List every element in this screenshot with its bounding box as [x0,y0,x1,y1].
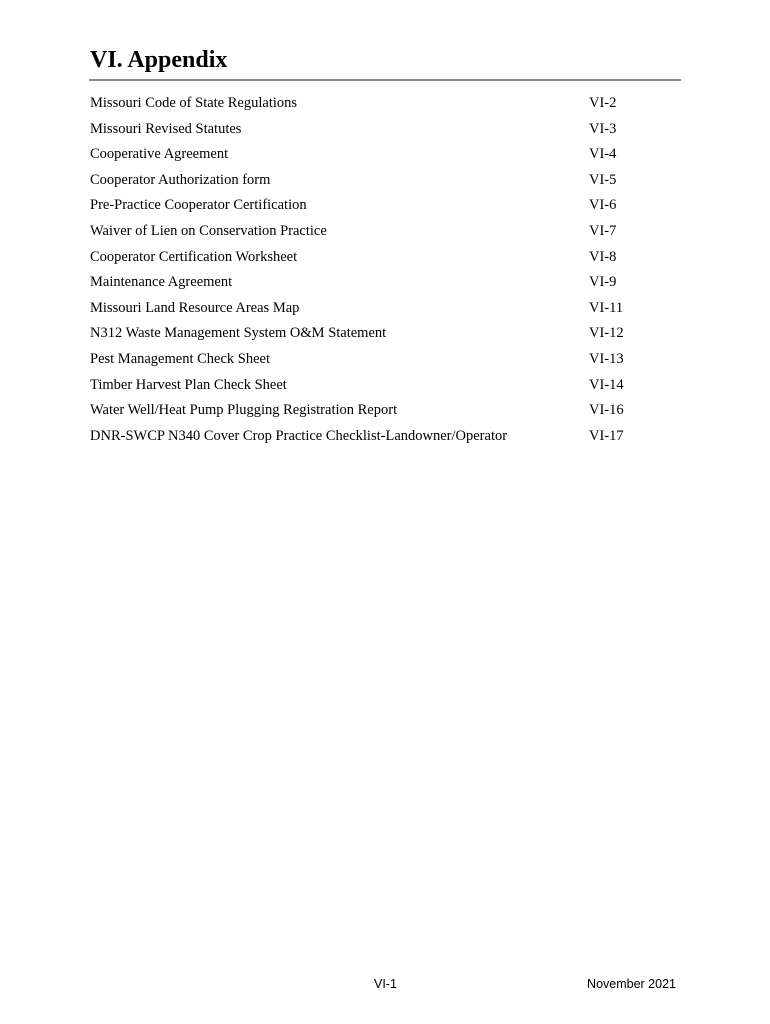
table-of-contents [90,91,690,449]
toc-entry [90,91,690,117]
toc-entry-title: Cooperative Agreement [90,146,229,163]
toc-entry [90,245,690,271]
toc-entry-title: N312 Waste Management System O&M Statement [90,325,387,342]
footer-date: November 2021 [587,977,676,991]
title-divider [89,79,681,81]
toc-entry [90,347,690,373]
toc-entry [90,193,690,219]
toc-entry-page: VI-12 [589,325,624,342]
toc-entry [90,117,690,143]
toc-entry [90,168,690,194]
toc-entry-page: VI-4 [589,146,617,163]
toc-entry-title: DNR-SWCP N340 Cover Crop Practice Checklist-Landowner/Operator [90,427,508,444]
toc-entry-title: Waiver of Lien on Conservation Practice [90,222,327,239]
toc-entry-title: Missouri Code of State Regulations [90,95,298,111]
toc-entry [90,321,690,347]
toc-entry-title: Water Well/Heat Pump Plugging Registration Report [90,402,398,419]
toc-entry-page: VI-8 [589,248,617,265]
toc-entry-page: VI-3 [589,120,617,137]
toc-entry-title: Cooperator Authorization form [90,171,271,188]
toc-entry-page: VI-9 [589,274,617,291]
toc-entry-page: VI-2 [589,95,617,111]
toc-entry [90,142,690,168]
toc-entry-page: VI-7 [589,222,617,239]
toc-entry [90,296,690,322]
toc-entry [90,424,690,450]
toc-entry-page: VI-17 [589,427,624,444]
toc-entry-title: Missouri Land Resource Areas Map [90,299,300,316]
toc-entry [90,270,690,296]
toc-entry-title: Pest Management Check Sheet [90,350,270,367]
toc-entry-title: Timber Harvest Plan Check Sheet [90,376,287,393]
toc-entry-title: Pre-Practice Cooperator Certification [90,197,307,214]
toc-entry-page: VI-6 [589,197,617,214]
toc-entry-page: VI-16 [589,402,624,419]
toc-entry-page: VI-13 [589,350,624,367]
toc-entry-title: Maintenance Agreement [90,274,233,291]
toc-entry-title: Missouri Revised Statutes [90,120,242,137]
toc-entry-title: Cooperator Certification Worksheet [90,248,298,265]
page-title: VI. Appendix [90,47,228,73]
toc-entry-page: VI-14 [589,376,624,393]
toc-entry-page: VI-11 [589,299,624,316]
toc-entry [90,219,690,245]
footer-page-number: VI-1 [374,977,397,991]
toc-entry [90,398,690,424]
toc-entry-page: VI-5 [589,171,617,188]
toc-entry [90,373,690,399]
